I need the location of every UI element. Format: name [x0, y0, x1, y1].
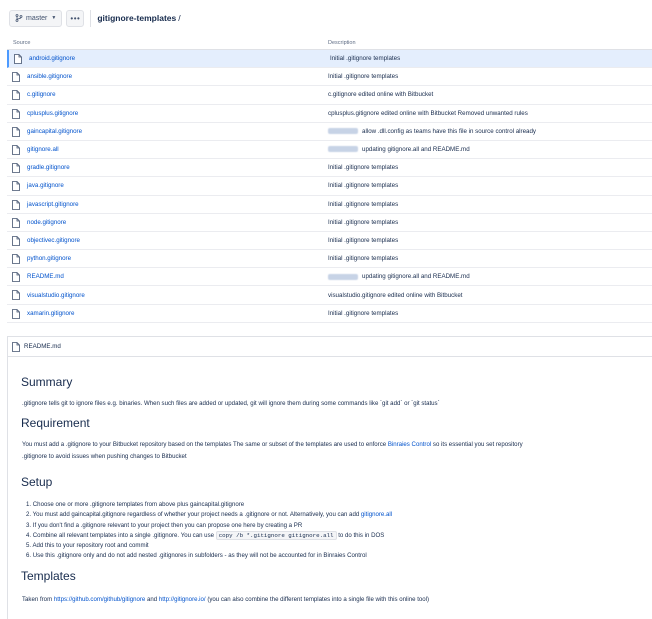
table-row[interactable]	[7, 214, 652, 232]
column-header-source: Source	[13, 40, 31, 46]
file-icon	[14, 54, 22, 64]
command-code: copy /b *.gitignore gitignore.all	[216, 531, 337, 540]
commit-message	[330, 55, 400, 62]
setup-steps	[26, 500, 392, 562]
table-row[interactable]	[7, 232, 652, 250]
table-row[interactable]	[7, 268, 652, 286]
commit-message	[328, 128, 536, 135]
commit-message-text: updating gitignore.all and README.md	[362, 273, 470, 281]
commit-message-text: Initial .gitignore templates	[328, 182, 399, 190]
repo-name-link[interactable]: gitignore-templates	[97, 13, 177, 23]
chevron-down-icon: ▼	[51, 15, 57, 21]
file-icon	[12, 218, 20, 228]
commit-message-text: Initial .gitignore templates	[328, 255, 399, 263]
commit-message-text: Initial .gitignore templates	[328, 73, 399, 81]
file-icon	[12, 109, 20, 119]
file-icon	[12, 236, 20, 246]
file-icon	[12, 145, 20, 155]
commit-message-text: Initial .gitignore templates	[328, 218, 399, 226]
setup-heading: Setup	[21, 475, 53, 489]
commit-message	[328, 91, 433, 98]
table-row[interactable]	[7, 123, 652, 141]
branch-icon	[15, 14, 23, 22]
commit-message-text: Initial .gitignore templates	[330, 55, 401, 63]
commit-message	[328, 219, 398, 226]
commit-message	[328, 310, 398, 317]
file-icon	[12, 272, 20, 282]
readme-panel	[7, 336, 652, 619]
templates-text-part: Taken from	[22, 596, 54, 603]
file-link[interactable]: android.gitignore	[29, 55, 76, 63]
file-icon	[12, 72, 20, 82]
commit-message-text: cplusplus.gitignore edited online with Bitbucket Removed unwanted rules	[328, 109, 528, 117]
templates-text-part: and	[145, 596, 159, 603]
commit-message	[328, 237, 398, 244]
commit-message-text: Initial .gitignore templates	[328, 200, 399, 208]
commit-message	[328, 182, 398, 189]
table-row[interactable]	[7, 177, 652, 195]
file-link[interactable]: gaincapital.gitignore	[27, 127, 83, 135]
commit-message	[328, 164, 398, 171]
file-link[interactable]: c.gitignore	[27, 91, 56, 99]
commit-message	[328, 201, 398, 208]
readme-header	[8, 337, 652, 357]
file-link[interactable]: cplusplus.gitignore	[27, 109, 79, 117]
table-row[interactable]	[7, 68, 652, 86]
breadcrumb	[97, 13, 180, 23]
file-link[interactable]: java.gitignore	[27, 182, 64, 190]
file-icon	[12, 181, 20, 191]
commit-message-text: Initial .gitignore templates	[328, 309, 399, 317]
branch-selector-button[interactable]	[9, 10, 62, 27]
file-icon	[12, 163, 20, 173]
file-table	[7, 37, 652, 323]
commit-message-text: updating gitignore.all and README.md	[362, 146, 470, 154]
step-text: to do this in DOS	[336, 531, 385, 539]
commit-message	[328, 273, 470, 280]
requirement-text-part: so its essential you set repository	[431, 441, 523, 448]
templates-text-part: (you can also combine the different templates into a single file with this online tool)	[205, 596, 430, 603]
list-item	[26, 510, 392, 520]
readme-filename: README.md	[24, 343, 61, 350]
file-icon	[12, 342, 20, 352]
list-item: 3. If you don't find a .gitignore relevant to your project then you can propose one here by creating a PR	[26, 521, 303, 529]
branch-label: master	[26, 14, 48, 22]
toolbar	[9, 9, 181, 27]
column-header-description: Description	[328, 40, 356, 46]
table-row[interactable]	[7, 141, 652, 159]
file-icon	[12, 309, 20, 319]
file-link[interactable]: ansible.gitignore	[27, 73, 73, 81]
redacted-author	[328, 128, 358, 134]
binraies-control-link[interactable]: Binraies Control	[387, 441, 432, 448]
commit-message	[328, 110, 528, 117]
step-text: 4. Combine all relevant templates into a single .gitignore. You can use	[26, 531, 216, 539]
requirement-text	[22, 441, 523, 450]
file-link[interactable]: visualstudio.gitignore	[27, 291, 85, 299]
requirement-text-part: You must add a .gitignore to your Bitbucket repository based on the templates The same or subset of the templates are used to enforce	[22, 441, 388, 448]
more-actions-button[interactable]: •••	[66, 10, 84, 27]
commit-message-text: visualstudio.gitignore edited online with Bitbucket	[328, 291, 463, 299]
redacted-author	[328, 274, 358, 280]
table-row[interactable]	[7, 105, 652, 123]
list-item: 1. Choose one or more .gitignore templates from above plus gaincapital.gitignore	[26, 501, 245, 508]
file-link[interactable]: node.gitignore	[27, 218, 67, 226]
gitignore-io-link[interactable]: http://gitignore.io/	[158, 596, 206, 603]
step-text: 2. You must add gaincapital.gitignore regardless of whether your project needs a .gitignore or not. Alternatively, you can add	[26, 511, 361, 519]
requirement-text-line2: .gitignore to avoid issues when pushing changes to Bitbucket	[22, 453, 187, 460]
table-row[interactable]	[7, 196, 652, 214]
file-icon	[12, 200, 20, 210]
table-row[interactable]	[7, 50, 652, 68]
file-list	[7, 50, 652, 323]
list-item	[26, 531, 392, 541]
divider	[90, 10, 91, 27]
file-link[interactable]: README.md	[27, 273, 64, 281]
summary-heading: Summary	[21, 375, 73, 389]
commit-message	[328, 292, 463, 299]
file-link[interactable]: objectivec.gitignore	[27, 236, 80, 244]
commit-message	[328, 146, 470, 153]
templates-heading: Templates	[21, 569, 76, 583]
file-link[interactable]: xamarin.gitignore	[27, 309, 75, 317]
file-link[interactable]: javascript.gitignore	[27, 200, 79, 208]
templates-text	[22, 596, 429, 605]
redacted-author	[328, 146, 358, 152]
table-row[interactable]	[7, 286, 652, 304]
github-gitignore-link[interactable]: https://github.com/github/gitignore	[53, 596, 146, 603]
table-row[interactable]	[7, 86, 652, 104]
table-row[interactable]	[7, 305, 652, 323]
table-row[interactable]	[7, 159, 652, 177]
list-item: 6. Use this .gitignore only and do not add nested .gitignores in subfolders - as they will not be accounted for in Binraies Control	[26, 552, 367, 560]
file-link[interactable]: gradle.gitignore	[27, 164, 70, 172]
path-separator: /	[178, 13, 181, 23]
table-row[interactable]	[7, 250, 652, 268]
gitignore-all-link[interactable]: gitignore.all	[360, 511, 393, 519]
commit-message	[328, 255, 398, 262]
table-header	[7, 37, 652, 50]
commit-message-text: allow .dll.config as teams have this file in source control already	[362, 127, 537, 135]
list-item: 5. Add this to your repository root and commit	[26, 542, 149, 550]
file-link[interactable]: gitignore.all	[27, 146, 59, 154]
summary-text: .gitignore tells git to ignore files e.g. binaries. When such files are added or updated, git will ignore them during some commands like `git add` or `git status`	[22, 400, 440, 407]
commit-message-text: c.gitignore edited online with Bitbucket	[328, 91, 434, 99]
file-icon	[12, 290, 20, 300]
file-icon	[12, 254, 20, 264]
file-icon	[12, 90, 20, 100]
commit-message-text: Initial .gitignore templates	[328, 236, 399, 244]
commit-message-text: Initial .gitignore templates	[328, 164, 399, 172]
file-link[interactable]: python.gitignore	[27, 255, 72, 263]
commit-message	[328, 73, 398, 80]
file-icon	[12, 127, 20, 137]
requirement-heading: Requirement	[21, 416, 90, 430]
